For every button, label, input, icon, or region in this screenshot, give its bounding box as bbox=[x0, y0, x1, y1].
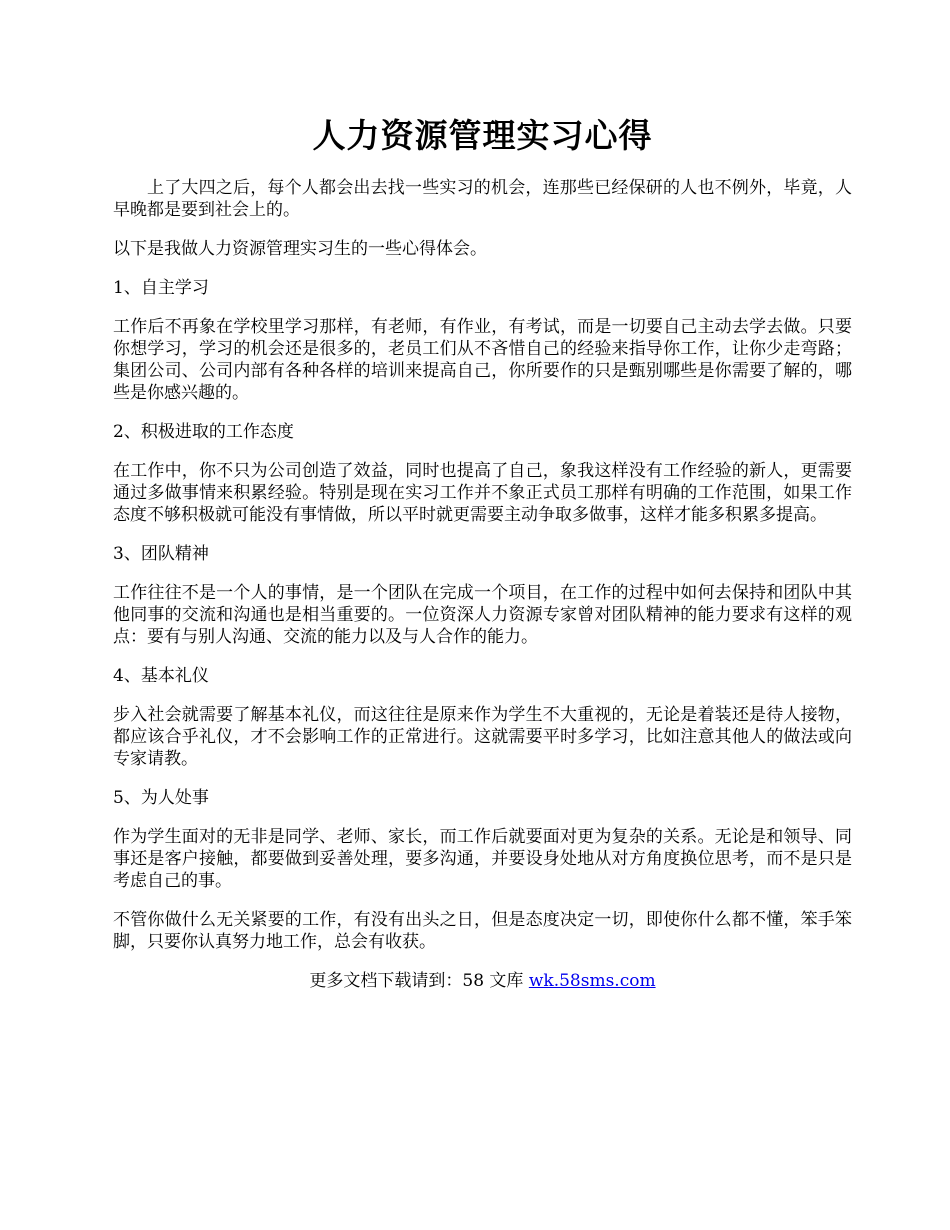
download-footer bbox=[113, 970, 852, 992]
document-title: 人力资源管理实习心得 bbox=[312, 116, 653, 155]
conclusion-paragraph: 不管你做什么无关紧要的工作，有没有出头之日，但是态度决定一切，即使你什么都不懂，笨手笨脚，只要你认真努力地工作，总会有收获。 bbox=[113, 910, 852, 952]
section-body-3: 工作往往不是一个人的事情，是一个团队在完成一个项目，在工作的过程中如何去保持和团队中其他同事的交流和沟通也是相当重要的。一位资深人力资源专家曾对团队精神的能力要求有这样的观点：要有与别人沟通、交流的能力以及与人合作的能力。 bbox=[113, 583, 852, 647]
section-heading-3: 3、团队精神 bbox=[113, 544, 209, 564]
section-heading-4: 4、基本礼仪 bbox=[113, 666, 209, 686]
section-body-1: 工作后不再象在学校里学习那样，有老师，有作业，有考试，而是一切要自己主动去学去做。只要你想学习，学习的机会还是很多的，老员工们从不吝惜自己的经验来指导你工作，让你少走弯路；集团公司、公司内部有各种各样的培训来提高自己，你所要作的只是甄别哪些是你需要了解的，哪些是你感兴趣的。 bbox=[113, 317, 852, 403]
section-body-5: 作为学生面对的无非是同学、老师、家长，而工作后就要面对更为复杂的关系。无论是和领导、同事还是客户接触，都要做到妥善处理，要多沟通，并要设身处地从对方角度换位思考，而不是只是考虑自己的事。 bbox=[113, 827, 852, 891]
intro-summary: 以下是我做人力资源管理实习生的一些心得体会。 bbox=[113, 239, 487, 259]
section-body-4: 步入社会就需要了解基本礼仪，而这往往是原来作为学生不大重视的，无论是着装还是待人接物，都应该合乎礼仪，才不会影响工作的正常进行。这就需要平时多学习，比如注意其他人的做法或向专家请教。 bbox=[113, 705, 852, 769]
section-heading-5: 5、为人处事 bbox=[113, 788, 209, 808]
intro-paragraph: 上了大四之后，每个人都会出去找一些实习的机会，连那些已经保研的人也不例外，毕竟，人早晚都是要到社会上的。 bbox=[113, 178, 852, 220]
footer-text: 更多文档下载请到：58 文库 bbox=[309, 971, 529, 991]
section-body-2: 在工作中，你不只为公司创造了效益，同时也提高了自己，象我这样没有工作经验的新人，更需要通过多做事情来积累经验。特别是现在实习工作并不象正式员工那样有明确的工作范围，如果工作态度不够积极就可能没有事情做，所以平时就更需要主动争取多做事，这样才能多积累多提高。 bbox=[113, 461, 852, 525]
footer-link[interactable]: wk.58sms.com bbox=[528, 971, 656, 991]
section-heading-2: 2、积极进取的工作态度 bbox=[113, 422, 294, 442]
section-heading-1: 1、自主学习 bbox=[113, 278, 209, 298]
